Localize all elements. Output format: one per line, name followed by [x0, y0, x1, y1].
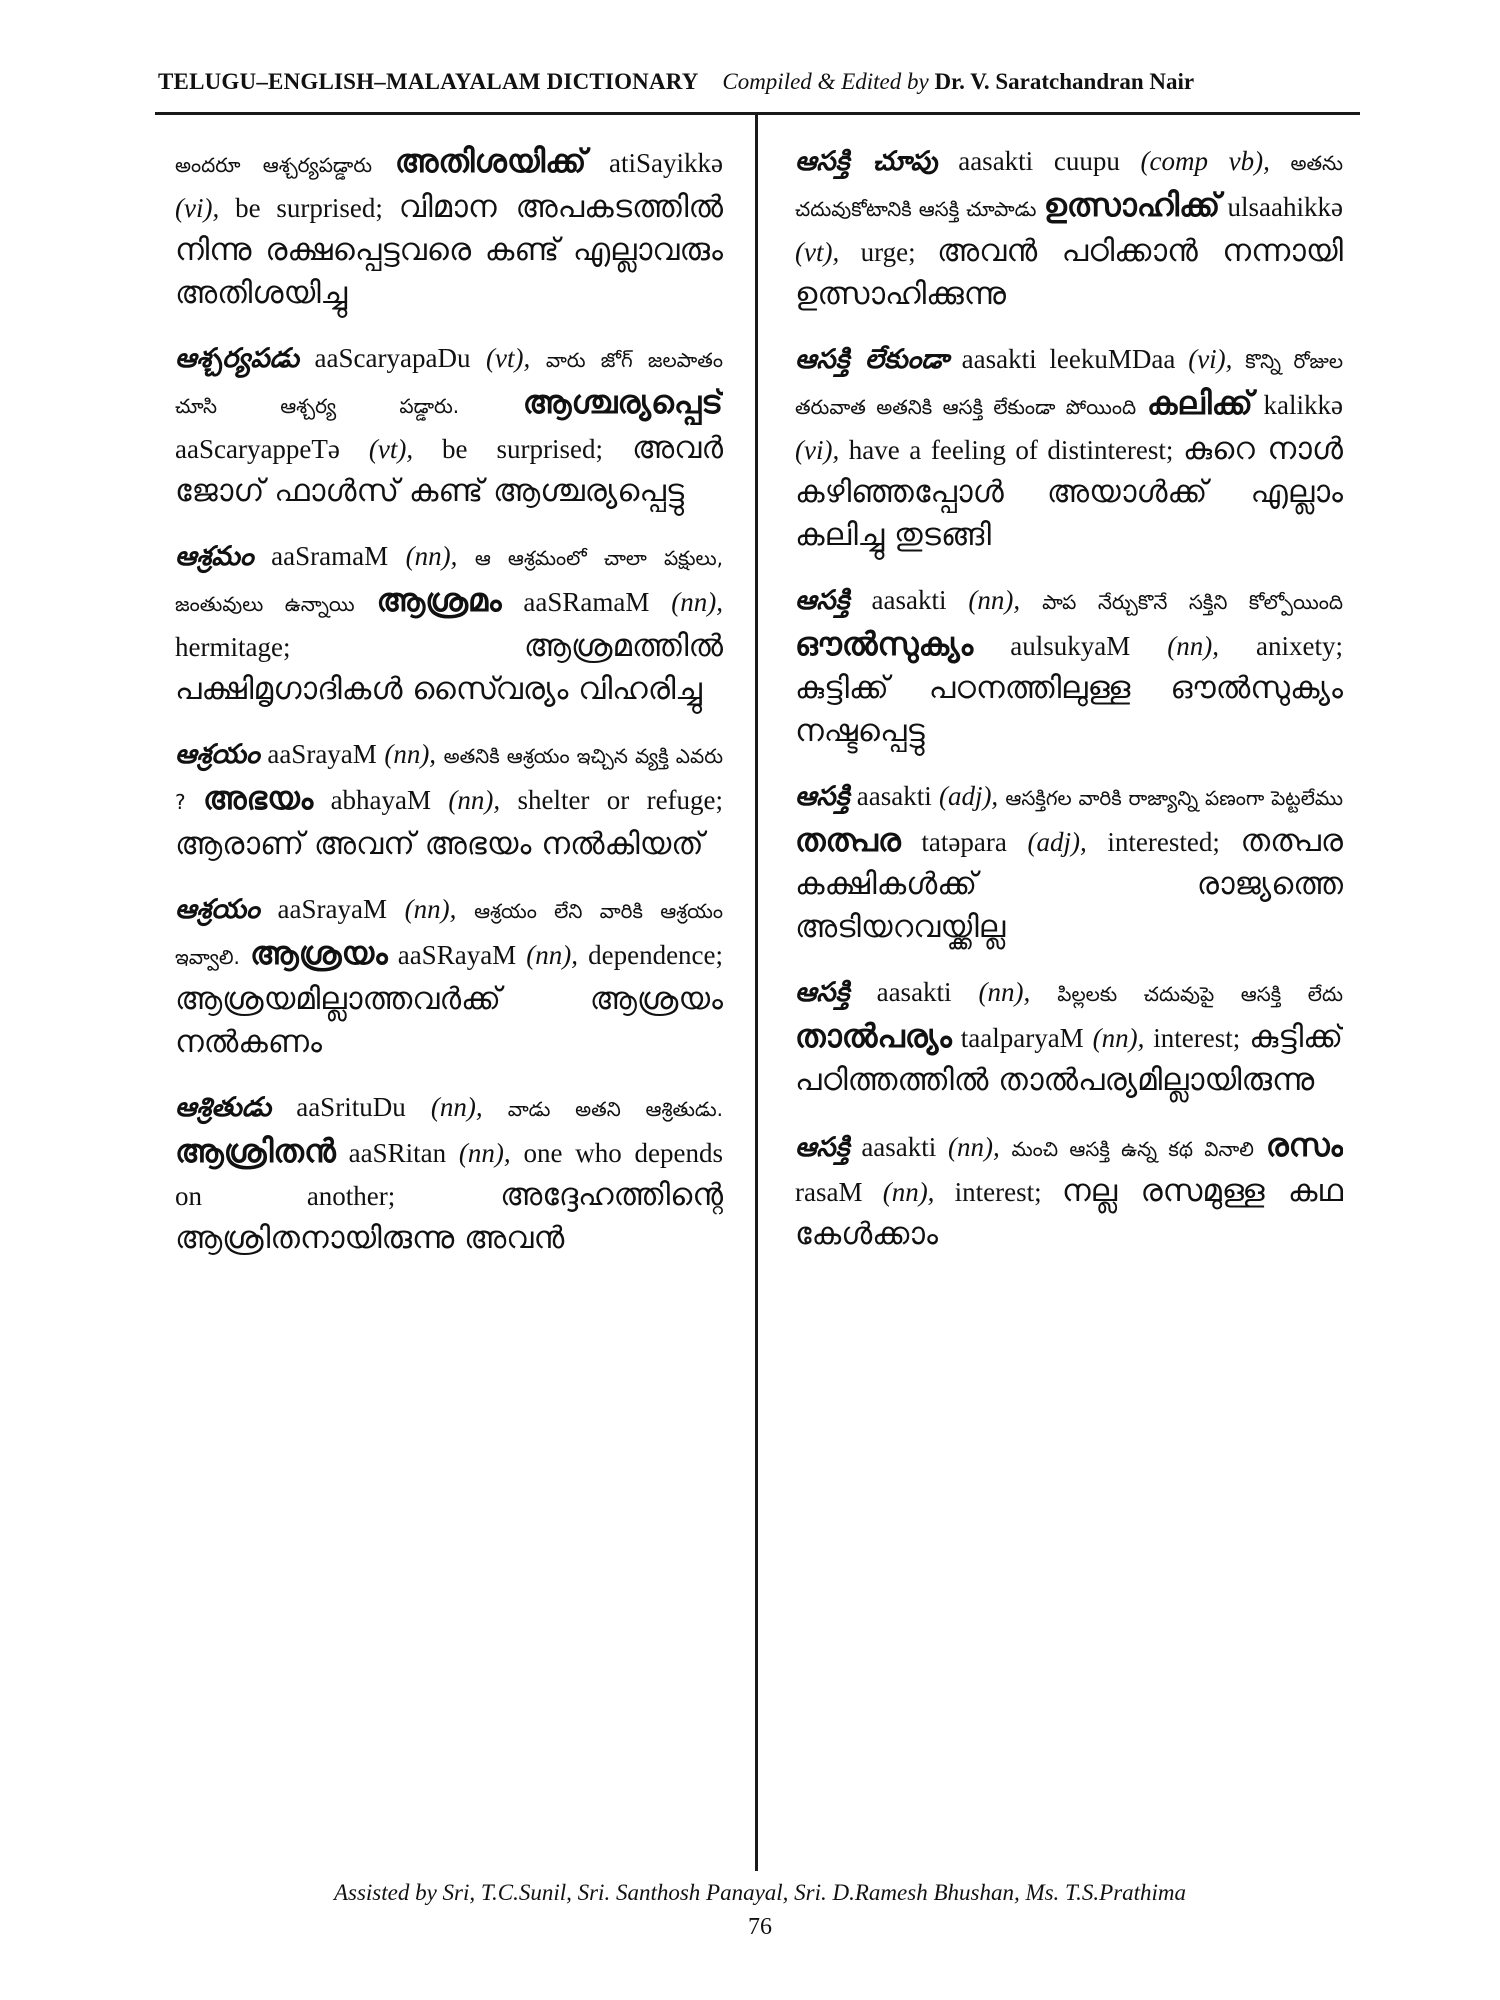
part-of-speech: (vi),: [795, 435, 840, 465]
transliteration: kalikkə: [1263, 390, 1343, 420]
transliteration: aaSramaM: [271, 541, 389, 571]
telugu-headword: ఆశ్రయం: [175, 739, 260, 770]
part-of-speech: (adj),: [1027, 827, 1087, 857]
assisted-by-footer: Assisted by Sri, T.C.Sunil, Sri. Santhosh Panayal, Sri. D.Ramesh Bhushan, Ms. T.S.Prathima: [333, 1880, 1187, 1905]
left-column: [175, 140, 723, 1860]
page-number: 76: [748, 1914, 772, 1940]
malayalam-headword: തത്പര: [795, 821, 901, 859]
telugu-headword: ఆశ్రితుడు: [175, 1092, 272, 1123]
malayalam-example: അവർ ജോഗ് ഫാൾസ് കണ്ട് ആശ്ചര്യപ്പെട്ടു: [175, 430, 723, 509]
telugu-example: మంచి ఆసక్తి ఉన్న కథ వినాలి: [1011, 1137, 1254, 1161]
telugu-example: ఆ ఆశ్రమంలో చాలా పక్షులు, జంతువులు ఉన్నాయి: [175, 546, 723, 616]
part-of-speech: (nn),: [405, 541, 458, 571]
telugu-headword: ఆశ్రమం: [175, 541, 254, 572]
entry-asakti-leekumdaa: [795, 338, 1343, 557]
malayalam-example: നല്ല രസമുള്ള കഥ കേൾക്കാം: [795, 1173, 1343, 1252]
transliteration: aaScaryappeTə: [175, 434, 340, 464]
transliteration: taalparyaM: [960, 1023, 1084, 1053]
english-gloss: interest;: [1153, 1023, 1241, 1053]
part-of-speech: (comp vb),: [1140, 146, 1270, 176]
entry-asrayam-dependence: [175, 888, 723, 1064]
english-gloss: interest;: [954, 1177, 1042, 1207]
telugu-headword: ఆశ్చర్యపడు: [175, 343, 299, 374]
part-of-speech: (nn),: [978, 977, 1031, 1007]
part-of-speech: (nn),: [448, 785, 501, 815]
transliteration: ulsaahikkə: [1227, 192, 1343, 222]
malayalam-headword: ആശ്രമം: [376, 581, 502, 619]
english-gloss: shelter or refuge;: [517, 785, 723, 815]
telugu-example: అతను చదువుకోటానికి ఆసక్తి చూపాడు: [795, 151, 1343, 221]
transliteration: aaSRamaM: [523, 587, 650, 617]
telugu-example: అతనికి ఆశ్రయం ఇచ్చిన వ్యక్తి ఎవరు ?: [175, 744, 723, 814]
part-of-speech: (nn),: [968, 585, 1021, 615]
malayalam-headword: ഉത്സാഹിക്ക്: [1043, 186, 1221, 224]
telugu-headword: ఆసక్తి: [795, 977, 850, 1008]
malayalam-headword: ആശ്ചര്യപ്പെട്: [522, 383, 723, 421]
transliteration: aaSRayaM: [397, 940, 517, 970]
telugu-example: వారు జోగ్ జలపాతం చూసి ఆశ్చర్య పడ్డారు.: [175, 348, 723, 418]
telugu-example: ఆసక్తిగల వారికి రాజ్యాన్ని పణంగా పెట్టలేము: [1005, 786, 1343, 810]
transliteration: rasaM: [795, 1177, 863, 1207]
malayalam-headword: താൽപര്യം: [795, 1017, 952, 1055]
part-of-speech: (nn),: [384, 739, 437, 769]
malayalam-example: തത്പര കക്ഷികൾക്ക് രാജ്യത്തെ അടിയറവയ്ക്കില്ല: [795, 823, 1343, 945]
entry-atisayikk: [175, 140, 723, 315]
transliteration: aaSrayaM: [267, 739, 377, 769]
transliteration: aasakti: [856, 781, 932, 811]
english-gloss: urge;: [860, 237, 916, 267]
entry-asakti-cuupu: [795, 140, 1343, 316]
malayalam-example: ആശ്രമത്തിൽ പക്ഷിമൃഗാദികൾ സൈ്വര്യം വിഹരിച്ചു: [175, 628, 723, 707]
transliteration: aasakti leekuMDaa: [961, 344, 1176, 374]
malayalam-example: അദ്ദേഹത്തിന്റെ ആശ്രിതനായിരുന്നു അവൻ: [175, 1177, 723, 1256]
part-of-speech: (nn),: [671, 587, 723, 617]
transliteration: aaSrayaM: [277, 894, 387, 924]
part-of-speech: (nn),: [882, 1177, 935, 1207]
telugu-example: పాప నేర్చుకొనే సక్తిని కోల్పోయింది: [1042, 590, 1343, 614]
telugu-headword: ఆసక్తి: [795, 1132, 850, 1163]
malayalam-example: കുട്ടിക്ക് പഠിത്തത്തിൽ താൽപര്യമില്ലായിരുന്നു: [795, 1019, 1343, 1098]
telugu-headword: ఆశ్రయం: [175, 894, 260, 925]
malayalam-example: കുറെ നാൾ കഴിഞ്ഞപ്പോൾ അയാൾക്ക് എല്ലാം കലിച്ചു തുടങ്ങി: [795, 431, 1343, 553]
telugu-example: పిల్లలకు చదువుపై ఆసక్తి లేదు: [1057, 982, 1343, 1006]
english-gloss: have a feeling of distinterest;: [848, 435, 1174, 465]
telugu-headword: ఆసక్తి: [795, 585, 850, 616]
entry-asramam: [175, 535, 723, 711]
malayalam-example: വിമാന അപകടത്തിൽ നിന്നു രക്ഷപ്പെട്ടവരെ കണ്ട് എല്ലാവരും അതിശയിച്ചു: [175, 189, 723, 311]
malayalam-headword: ആശ്രയം: [250, 934, 388, 972]
entry-asakti-tatpara: [795, 775, 1343, 949]
malayalam-headword: അതിശയിക്ക്: [394, 142, 587, 180]
transliteration: aasakti: [876, 977, 952, 1007]
english-gloss: hermitage;: [175, 632, 291, 662]
running-header: [158, 62, 1358, 102]
english-gloss: interested;: [1107, 827, 1220, 857]
telugu-headword: ఆసక్తి చూపు: [795, 146, 938, 177]
part-of-speech: (nn),: [430, 1092, 483, 1122]
editor-name: Dr. V. Saratchandran Nair: [934, 69, 1195, 94]
malayalam-headword: കലിക്ക്: [1146, 384, 1253, 422]
transliteration: aaScaryapaDu: [314, 343, 471, 373]
transliteration: abhayaM: [330, 785, 432, 815]
transliteration: aasakti cuupu: [958, 146, 1120, 176]
english-gloss: one who depends on another;: [175, 1138, 723, 1211]
english-gloss: be surprised;: [442, 434, 603, 464]
column-divider: [755, 114, 758, 1871]
transliteration: aasakti: [861, 1132, 937, 1162]
telugu-example: అందరూ ఆశ్చర్యపడ్డారు: [175, 153, 373, 177]
malayalam-headword: രസം: [1265, 1126, 1343, 1164]
telugu-headword: ఆసక్తి: [795, 781, 850, 812]
malayalam-example: ആരാണ് അവന് അഭയം നൽകിയത്: [175, 826, 704, 862]
entry-ascaryapadu: [175, 337, 723, 513]
part-of-speech: (vt),: [795, 237, 840, 267]
transliteration: aulsukyaM: [1010, 631, 1131, 661]
part-of-speech: (vt),: [486, 343, 531, 373]
part-of-speech: (nn),: [1092, 1023, 1145, 1053]
entry-asakti-aulsukyam: [795, 579, 1343, 753]
malayalam-example: കുട്ടിക്ക് പഠനത്തിലുള്ള ഔൽസുക്യം നഷ്ടപ്പെട്ടു: [795, 670, 1343, 749]
part-of-speech: (vt),: [368, 434, 414, 464]
part-of-speech: (vi),: [1188, 344, 1233, 374]
english-gloss: dependence;: [588, 940, 723, 970]
part-of-speech: (vi),: [175, 193, 220, 223]
telugu-example: వాడు అతని ఆశ్రితుడు.: [507, 1097, 723, 1121]
telugu-example: కొన్ని రోజుల తరువాత అతనికి ఆసక్తి లేకుండా పోయింది: [795, 349, 1343, 419]
malayalam-headword: അഭയം: [202, 779, 314, 817]
english-gloss: anixety;: [1256, 631, 1343, 661]
transliteration: atiSayikkə: [609, 148, 723, 178]
right-column: [795, 140, 1343, 1860]
english-gloss: be surprised;: [235, 193, 383, 223]
entry-asakti-rasam: [795, 1124, 1343, 1256]
transliteration: aaSRitan: [348, 1138, 447, 1168]
transliteration: aaSrituDu: [296, 1092, 406, 1122]
part-of-speech: (nn),: [404, 894, 457, 924]
malayalam-headword: ഔൽസുക്യം: [795, 625, 974, 663]
entry-asritudu: [175, 1086, 723, 1260]
part-of-speech: (adj),: [938, 781, 999, 811]
telugu-headword: ఆసక్తి లేకుండా: [795, 344, 949, 375]
part-of-speech: (nn),: [948, 1132, 1000, 1162]
part-of-speech: (nn),: [526, 940, 579, 970]
compiled-by-label: Compiled & Edited by: [722, 69, 929, 94]
part-of-speech: (nn),: [458, 1138, 511, 1168]
malayalam-example: അവൻ പഠിക്കാൻ നന്നായി ഉത്സാഹിക്കുന്നു: [795, 233, 1343, 312]
telugu-example: ఆశ్రయం లేని వారికి ఆశ్రయం ఇవ్వాలి.: [175, 899, 723, 969]
entry-asakti-talparyam: [795, 971, 1343, 1102]
malayalam-example: ആശ്രയമില്ലാത്തവർക്ക് ആശ്രയം നൽകണം: [175, 981, 723, 1060]
entry-asrayam-abhayam: [175, 733, 723, 866]
transliteration: aasakti: [871, 585, 947, 615]
dictionary-title: TELUGU–ENGLISH–MALAYALAM DICTIONARY: [158, 69, 699, 94]
malayalam-headword: ആശ്രിതൻ: [175, 1132, 336, 1170]
transliteration: tatəpara: [921, 827, 1007, 857]
part-of-speech: (nn),: [1167, 631, 1219, 661]
